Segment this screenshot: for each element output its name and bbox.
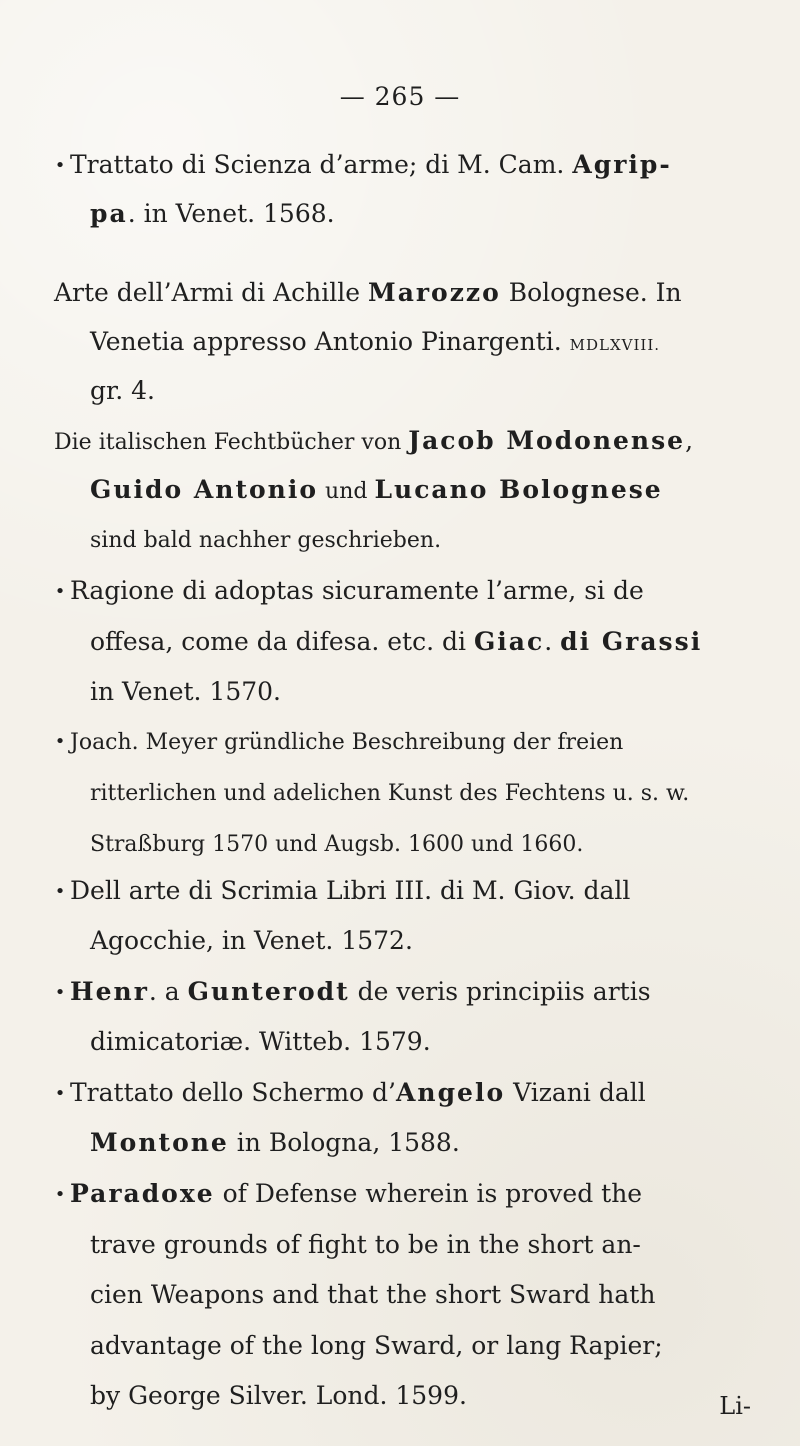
entry-line bbox=[90, 829, 583, 858]
entry-line bbox=[90, 1332, 663, 1361]
entry-line bbox=[54, 577, 644, 606]
text-run: Joach. Meyer gründliche Beschreibung der freien bbox=[70, 730, 624, 755]
text-run: Straßburg 1570 und Augsb. 1600 und 1660. bbox=[90, 832, 584, 857]
text-run: Trattato dello Schermo d’ bbox=[70, 1078, 396, 1107]
catchword: Li- bbox=[719, 1392, 751, 1420]
bullet-mark: • bbox=[54, 1083, 66, 1104]
bullet-mark: • bbox=[54, 982, 66, 1003]
text-run: und bbox=[318, 479, 375, 504]
text-run: Jacob Modonense bbox=[408, 426, 686, 455]
text-run: by George Silver. Lond. 1599. bbox=[90, 1381, 467, 1410]
entry-line bbox=[54, 279, 682, 308]
entry-line bbox=[54, 1079, 646, 1108]
text-run: ritterlichen und adelichen Kunst des Fechtens u. s. w. bbox=[90, 781, 690, 806]
text-run: offesa, come da difesa. etc. di bbox=[90, 627, 474, 656]
text-run: Venetia appresso Antonio Pinargenti. bbox=[90, 327, 570, 356]
bullet-mark: • bbox=[54, 581, 66, 602]
text-run: Lucano Bolognese bbox=[374, 475, 663, 504]
entry-line bbox=[90, 476, 663, 505]
entry-line bbox=[90, 328, 660, 357]
entry-line bbox=[90, 1028, 431, 1057]
entry-line bbox=[90, 200, 335, 229]
entry-line bbox=[54, 978, 651, 1007]
text-run: Montone bbox=[90, 1128, 229, 1157]
text-run: Paradoxe bbox=[70, 1179, 215, 1208]
text-run: cien Weapons and that the short Sward hath bbox=[90, 1280, 656, 1309]
text-run: Henr bbox=[70, 977, 149, 1006]
entry-line bbox=[90, 778, 689, 807]
entry-line bbox=[90, 678, 281, 707]
text-run: Gunterodt bbox=[187, 977, 350, 1006]
text-run: Ragione di adoptas sicuramente l’arme, si de bbox=[70, 576, 644, 605]
bullet-mark: • bbox=[54, 1184, 66, 1205]
text-run: Agocchie, in Venet. 1572. bbox=[90, 926, 413, 955]
entry-line bbox=[90, 377, 155, 406]
text-run: gr. 4. bbox=[90, 376, 155, 405]
text-run: Giac bbox=[473, 627, 545, 656]
text-run: advantage of the long Sward, or lang Rapier; bbox=[90, 1331, 663, 1360]
text-run: Trattato di Scienza d’arme; di M. Cam. bbox=[70, 150, 573, 179]
text-run: MDLXVIII. bbox=[569, 336, 661, 354]
text-run: . bbox=[544, 627, 561, 656]
entry-line bbox=[54, 151, 672, 180]
text-run: , bbox=[685, 426, 694, 455]
text-run: Dell arte di Scrimia Libri III. di M. Giov. dall bbox=[70, 876, 631, 905]
text-run: sind bald nachher geschrieben. bbox=[90, 528, 442, 553]
text-run: Agrip- bbox=[572, 150, 672, 179]
entry-line bbox=[90, 1231, 641, 1260]
text-run: Vizani dall bbox=[505, 1078, 646, 1107]
page-number: — 265 — bbox=[339, 82, 461, 111]
text-run: . a bbox=[148, 977, 188, 1006]
text-run: Arte dell’Armi di Achille bbox=[54, 278, 369, 307]
text-run: di Grassi bbox=[560, 627, 703, 656]
text-run: in Bologna, 1588. bbox=[228, 1128, 460, 1157]
text-run: pa bbox=[90, 199, 128, 228]
entry-line bbox=[90, 1281, 655, 1310]
text-run: . in Venet. 1568. bbox=[127, 199, 335, 228]
text-run: Bolognese. In bbox=[500, 278, 682, 307]
text-run: trave grounds of fight to be in the short an- bbox=[90, 1230, 641, 1259]
entry-line bbox=[90, 1382, 467, 1411]
text-run: dimicatoriæ. Witteb. 1579. bbox=[90, 1027, 431, 1056]
text-run: Angelo bbox=[396, 1078, 506, 1107]
entry-line bbox=[90, 525, 441, 554]
text-run: Marozzo bbox=[368, 278, 501, 307]
entry-line bbox=[90, 927, 413, 956]
text-run: in Venet. 1570. bbox=[90, 677, 282, 706]
text-run: Guido Antonio bbox=[90, 475, 319, 504]
bullet-mark: • bbox=[54, 731, 66, 752]
entry-line bbox=[54, 727, 623, 756]
bullet-mark: • bbox=[54, 155, 66, 176]
text-run: de veris principiis artis bbox=[349, 977, 651, 1006]
entry-line bbox=[54, 877, 630, 906]
entry-line bbox=[54, 427, 693, 456]
bullet-mark: • bbox=[54, 881, 66, 902]
text-run: Die italischen Fechtbücher von bbox=[54, 430, 409, 455]
entry-line bbox=[90, 628, 702, 657]
entry-line bbox=[90, 1129, 460, 1158]
entry-line bbox=[54, 1180, 642, 1209]
text-run: of Defense wherein is proved the bbox=[214, 1179, 643, 1208]
